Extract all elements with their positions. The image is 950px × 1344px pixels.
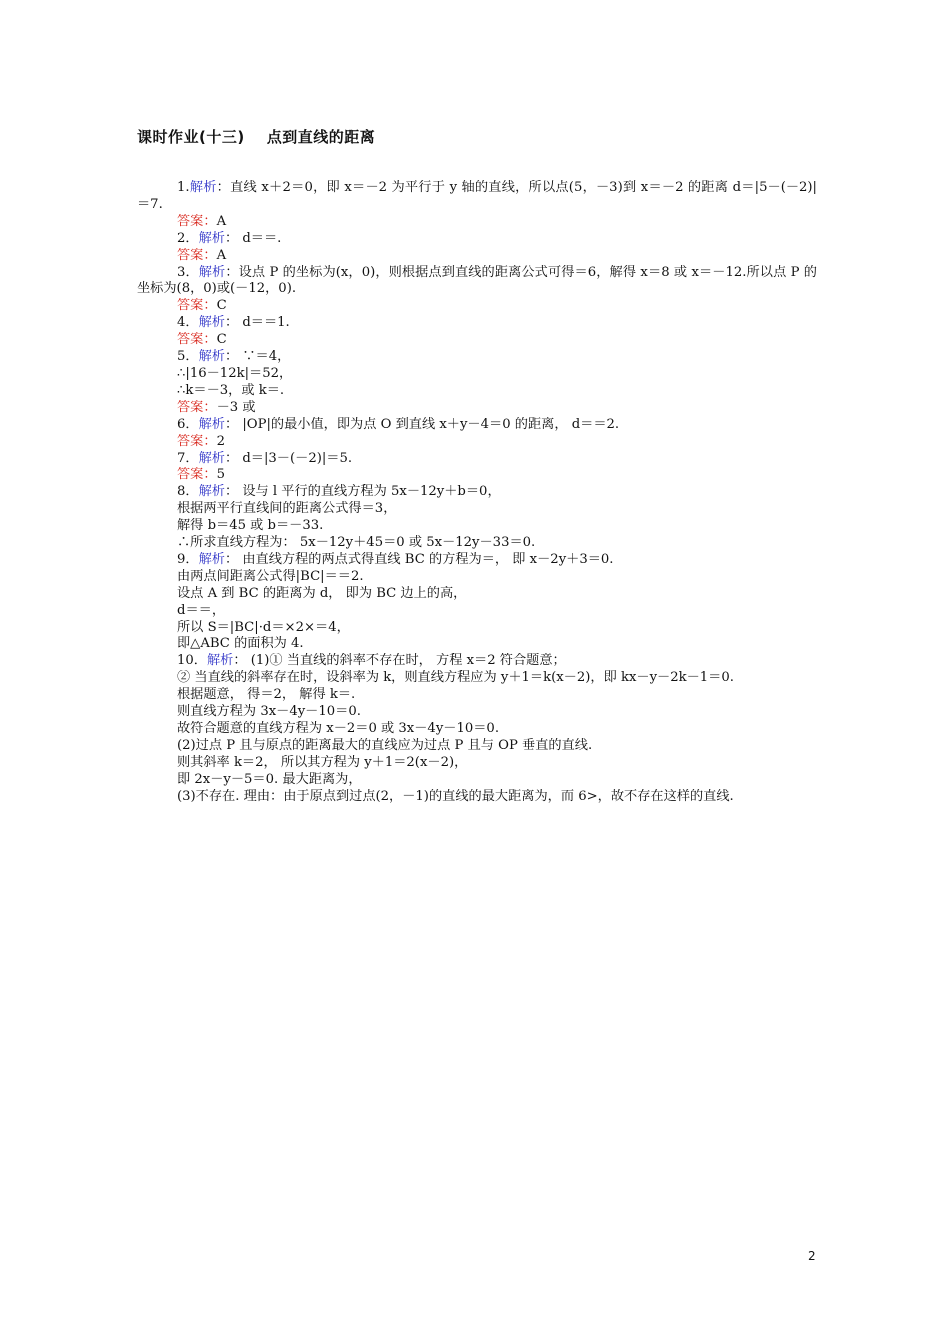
- solution-line: [137, 417, 817, 434]
- solution-line: [137, 755, 817, 772]
- answer-label: 答案：: [177, 467, 217, 483]
- analysis-label: 解析: [198, 349, 225, 365]
- line-text: (3)不存在. 理由：由于原点到过点(2，－1)的直线的最大距离为，而 6>，故不存在这样的直线.: [177, 788, 734, 804]
- solution-line: [137, 772, 817, 789]
- analysis-label: 解析: [198, 551, 225, 567]
- line-text: C: [216, 332, 227, 348]
- page-title: [137, 126, 375, 147]
- analysis-label: 解析: [198, 230, 225, 246]
- item-number: 4．: [177, 315, 199, 331]
- line-text: 根据题意， 得＝2， 解得 k＝.: [177, 687, 356, 703]
- analysis-label: 解析: [198, 315, 225, 331]
- line-text: 所以 S＝|BC|·d＝×2×＝4，: [177, 619, 350, 635]
- solution-line: [137, 349, 817, 366]
- answer-label: 答案：: [177, 332, 217, 348]
- line-text: C: [216, 298, 227, 314]
- answer-content: [137, 180, 817, 806]
- analysis-label: 解析: [198, 450, 225, 466]
- page-number: 2: [808, 1249, 816, 1263]
- line-text: ：直线 x＋2＝0，即 x＝－2 为平行于 y 轴的直线，所以点(5，－3)到 x＝－2 的距离 d＝|5－(－2)|＝7.: [137, 180, 817, 212]
- line-text: ：设点 P 的坐标为(x，0)，则根据点到直线的距离公式可得＝6，解得 x＝8 或 x＝－12.所以点 P 的坐标为(8，0)或(－12，0).: [137, 264, 817, 297]
- line-text: 即 2x－y－5＝0. 最大距离为，: [177, 771, 362, 787]
- analysis-label: 解析: [198, 416, 225, 432]
- solution-line: [137, 248, 817, 265]
- solution-line: [137, 383, 817, 400]
- solution-line: [137, 552, 817, 569]
- solution-line: [137, 231, 817, 248]
- solution-line: [137, 535, 817, 552]
- line-text: 则直线方程为 3x－4y－10＝0.: [177, 704, 361, 720]
- solution-line: [137, 636, 817, 653]
- solution-line: [137, 315, 817, 332]
- line-text: ： (1)① 当直线的斜率不存在时， 方程 x＝2 符合题意；: [233, 653, 566, 669]
- analysis-label: 解析: [198, 484, 225, 500]
- item-number: 1.: [177, 180, 190, 195]
- line-text: ： d＝＝1.: [224, 315, 290, 331]
- title-main: 课时作业(十三): [137, 128, 245, 146]
- line-text: 2: [216, 433, 225, 449]
- solution-line: [137, 501, 817, 518]
- line-text: 故符合题意的直线方程为 x－2＝0 或 3x－4y－10＝0.: [177, 721, 500, 736]
- solution-line: [137, 704, 817, 721]
- line-text: A: [216, 247, 227, 263]
- analysis-label: 解析: [206, 653, 234, 669]
- solution-line: [137, 180, 817, 214]
- line-text: ② 当直线的斜率存在时，设斜率为 k，则直线方程应为 y＋1＝k(x－2)，即 kx－y－2k－1＝0.: [177, 670, 734, 686]
- answer-label: 答案：: [177, 399, 217, 415]
- answer-label: 答案：: [177, 433, 217, 449]
- solution-line: [137, 451, 817, 468]
- title-sub: 点到直线的距离: [266, 128, 376, 146]
- solution-line: [137, 653, 817, 670]
- line-text: 设点 A 到 BC 的距离为 d， 即为 BC 边上的高，: [177, 585, 467, 601]
- answer-label: 答案：: [177, 213, 217, 229]
- item-number: 3．: [177, 264, 199, 280]
- line-text: 由两点间距离公式得|BC|＝＝2.: [177, 568, 364, 584]
- line-text: 即△ABC 的面积为 4.: [177, 636, 304, 652]
- item-number: 10．: [177, 653, 207, 669]
- line-text: ： 设与 l 平行的直线方程为 5x－12y＋b＝0，: [224, 484, 501, 500]
- solution-line: [137, 400, 817, 417]
- item-number: 6．: [177, 416, 199, 432]
- solution-line: [137, 265, 817, 299]
- line-text: 根据两平行直线间的距离公式得＝3，: [177, 501, 397, 517]
- solution-line: [137, 298, 817, 315]
- item-number: 5．: [177, 349, 199, 365]
- line-text: 解得 b＝45 或 b＝－33.: [177, 518, 324, 534]
- solution-line: [137, 214, 817, 231]
- line-text: ： d＝＝.: [224, 230, 282, 246]
- solution-line: [137, 518, 817, 535]
- line-text: ∴k＝－3，或 k＝.: [177, 382, 285, 398]
- analysis-label: 解析: [198, 264, 226, 280]
- line-text: ： 由直线方程的两点式得直线 BC 的方程为＝， 即 x－2y＋3＝0.: [224, 551, 614, 567]
- solution-line: [137, 332, 817, 349]
- line-text: －3 或: [216, 399, 256, 415]
- line-text: d＝＝，: [177, 602, 226, 618]
- solution-line: [137, 738, 817, 755]
- line-text: ： |OP|的最小值，即为点 O 到直线 x＋y－4＝0 的距离， d＝＝2.: [224, 416, 620, 432]
- item-number: 2．: [177, 230, 199, 246]
- item-number: 9．: [177, 551, 199, 567]
- line-text: ∴|16－12k|＝52，: [177, 365, 293, 381]
- line-text: 则其斜率 k＝2， 所以其方程为 y＋1＝2(x－2)，: [177, 754, 468, 770]
- solution-line: [137, 484, 817, 501]
- answer-label: 答案：: [177, 247, 217, 263]
- solution-line: [137, 721, 817, 738]
- item-number: 8．: [177, 484, 199, 500]
- solution-line: [137, 366, 817, 383]
- line-text: (2)过点 P 且与原点的距离最大的直线应为过点 P 且与 OP 垂直的直线.: [177, 737, 593, 753]
- line-text: 5: [216, 467, 225, 483]
- solution-line: [137, 603, 817, 620]
- line-text: ： ∵＝4，: [224, 349, 291, 365]
- solution-line: [137, 789, 817, 806]
- line-text: ： d＝|3－(－2)|＝5.: [224, 450, 353, 466]
- solution-line: [137, 467, 817, 484]
- solution-line: [137, 670, 817, 687]
- answer-label: 答案：: [177, 298, 217, 314]
- analysis-label: 解析: [189, 180, 217, 195]
- line-text: A: [216, 213, 227, 229]
- solution-line: [137, 620, 817, 637]
- solution-line: [137, 569, 817, 586]
- line-text: ∴所求直线方程为： 5x－12y＋45＝0 或 5x－12y－33＝0.: [177, 535, 536, 551]
- solution-line: [137, 687, 817, 704]
- solution-line: [137, 434, 817, 451]
- item-number: 7．: [177, 450, 199, 466]
- solution-line: [137, 586, 817, 603]
